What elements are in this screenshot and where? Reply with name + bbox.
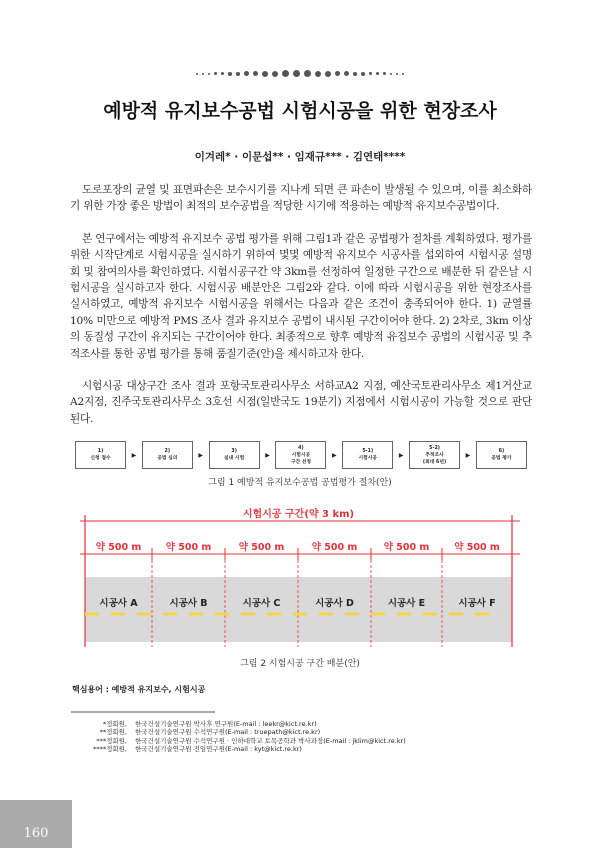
- body-text: [70, 182, 532, 443]
- footnote-text: 한국건설기술연구원 수석연구원(E-mail : truepath@kict.re.kr): [135, 728, 321, 737]
- contractor-label: 시공사 D: [315, 598, 354, 609]
- dot: [262, 71, 268, 77]
- arrow-right-icon: ▶: [398, 451, 404, 459]
- arrow-right-icon: ▶: [332, 451, 337, 459]
- dot: [361, 72, 365, 76]
- road: [85, 577, 512, 642]
- figure1-flowchart: [75, 441, 527, 469]
- dot: [236, 72, 240, 76]
- dot: [376, 72, 379, 75]
- segment-length: 약 500 m: [165, 542, 212, 553]
- footnote: [78, 728, 406, 736]
- flow-step-text: 공법 평가: [491, 456, 512, 461]
- dot: [315, 71, 321, 77]
- dot: [369, 72, 372, 75]
- flow-step-text: 3): [231, 449, 237, 454]
- contractor-label: 시공사 B: [169, 598, 208, 609]
- arrow-right-icon: ▶: [198, 451, 204, 459]
- footnotes: [78, 720, 406, 753]
- footnote-mark: *정회원,: [102, 720, 127, 728]
- flow-step: [209, 441, 260, 469]
- dot: [344, 71, 349, 76]
- figure1-caption: 그림 1 예방적 유지보수공법 공법평가 절차(안): [208, 478, 392, 488]
- flow-step: [275, 441, 326, 469]
- arrow-right-icon: ▶: [465, 451, 471, 459]
- footnote-divider: [71, 711, 215, 713]
- dot: [228, 72, 232, 76]
- footnote-text: 한국건설기술연구원 수석연구원 · 인하대학교 토목공학과 박사과정(E-mail : jklim@kict.re.kr): [135, 736, 406, 745]
- dot: [383, 72, 386, 75]
- flow-step-text: 신청 접수: [90, 456, 111, 461]
- paragraph: 본 연구에서는 예방적 유지보수 공법 평가를 위해 그림1과 같은 공법평가 절차를 계획하였다. 평가를 위한 시작단계로 시험시공을 실시하기 위하여 몇몇 예방적 유지보수 시공사를 섭외하여 시험시공 설명회 및 참여의사를 확인하였다. 시험시공구간 약 3km를 선정하여 일정한 구간으로 배분한 뒤 같은날 시험시공을 실시하고자 한다. 시험시공 배분안은 그림2와 같다. 이에 따라 시험시공을 위한 현장조사를 실시하였고, 예방적 유지보수 시험시공을 위해서는 다음과 같은 조건이 충족되어야 한다. 1) 균열률 10% 미만으로 예방적 PMS 조사 결과 유지보수 공법이 내시된 구간이어야 한다. 2) 2차로, 3km 이상의 동질성 구간이 유지되는 구간이어야 한다. 최종적으로 향후 예방적 유집보수 공법의 시험시공 및 추적조사를 통한 공법 평가를 통해 품질기준(안)을 제시하고자 한다.: [70, 232, 532, 360]
- flow-step-text: 공법 심의: [157, 456, 178, 461]
- footnote-mark: ***정회원,: [96, 736, 127, 745]
- dot: [208, 73, 210, 75]
- dot: [325, 71, 331, 77]
- footnote-text: 한국건설기술연구원 전임연구원(E-mail : kyt@kict.re.kr): [135, 744, 302, 753]
- dot: [304, 70, 311, 77]
- dot: [335, 71, 340, 76]
- flow-step-text: 5-1): [362, 449, 374, 454]
- dot: [214, 72, 217, 75]
- authors: 이겨레* · 이문섭** · 임재규*** · 김연태****: [194, 151, 406, 163]
- dot: [202, 73, 204, 75]
- flow-step: [409, 441, 460, 469]
- segment-length: 약 500 m: [95, 542, 142, 553]
- flow-step-text: 시험시공: [358, 456, 378, 461]
- keywords: 핵심용어 : 예방적 유지보수, 시험시공: [72, 685, 206, 694]
- contractor-label: 시공사 A: [99, 598, 138, 609]
- page-title: 예방적 유지보수공법 시험시공을 위한 현장조사: [103, 100, 497, 122]
- segment-length: 약 500 m: [383, 542, 430, 553]
- dot: [253, 71, 258, 76]
- arrow-right-icon: ▶: [131, 451, 137, 459]
- footnote: [78, 737, 406, 745]
- flow-step-text: (최대 6년): [422, 459, 447, 465]
- dot: [244, 71, 249, 76]
- dot: [272, 71, 278, 77]
- page-number: 160: [0, 800, 72, 848]
- flow-step: [342, 441, 393, 469]
- flow-step-text: 5-2): [429, 445, 440, 451]
- dot: [221, 72, 224, 75]
- dot: [396, 73, 398, 75]
- dot: [353, 72, 357, 76]
- dot: [390, 73, 392, 75]
- flow-step-text: 추적조사: [425, 452, 444, 458]
- figure2-caption: 그림 2 시험시공 구간 배분(안): [240, 659, 360, 669]
- flow-step-text: 4): [298, 445, 304, 451]
- dot: [293, 70, 300, 77]
- flow-step: [142, 441, 193, 469]
- footnote-mark: ****정회원,: [93, 744, 127, 753]
- dot: [282, 70, 289, 77]
- footnote-text: 한국건설기술연구원 박사후 연구원(E-mail : leekr@kict.re.kr): [135, 720, 317, 728]
- flow-step-text: 2): [164, 449, 171, 454]
- flow-step-text: 실내 시험: [224, 456, 245, 461]
- total-label: 시험시공 구간(약 3 km): [242, 509, 355, 520]
- flow-step-text: 시험시공: [291, 452, 311, 458]
- flow-step-text: 1): [97, 449, 104, 454]
- dot: [196, 73, 198, 75]
- dot: [402, 73, 404, 75]
- segment-length: 약 500 m: [238, 542, 285, 553]
- footnote: [78, 745, 406, 753]
- contractor-label: 시공사 E: [387, 598, 426, 609]
- arrow-right-icon: ▶: [265, 451, 270, 459]
- flow-step: [75, 441, 126, 469]
- contractor-label: 시공사 F: [458, 598, 496, 609]
- footnote-mark: **정회원,: [99, 728, 127, 737]
- flow-step-text: 6): [498, 449, 505, 454]
- figure2-diagram: [80, 505, 520, 655]
- segment-length: 약 500 m: [311, 542, 358, 553]
- decorative-dots: [0, 70, 600, 77]
- paragraph: 시험시공 대상구간 조사 결과 포항국토관리사무소 서하교A2 지점, 예산국토관리사무소 제1거산교A2지점, 진주국토관리사무소 3호선 시점(일반국도 19분기) 지점에서 시험시공이 가능할 것으로 판단된다.: [70, 380, 532, 425]
- contractor-label: 시공사 C: [242, 598, 281, 609]
- flow-step-text: 구간 선정: [290, 459, 312, 465]
- flow-step: [476, 441, 527, 469]
- paragraph: 도로포장의 균열 및 표면파손은 보수시기를 지나게 되면 큰 파손이 발생될 수 있으며, 이를 최소화하기 위한 가장 좋은 방법이 최적의 보수공법을 적당한 시기에 적용하는 예방적 유지보수공법이다.: [70, 184, 532, 213]
- segment-length: 약 500 m: [454, 542, 500, 553]
